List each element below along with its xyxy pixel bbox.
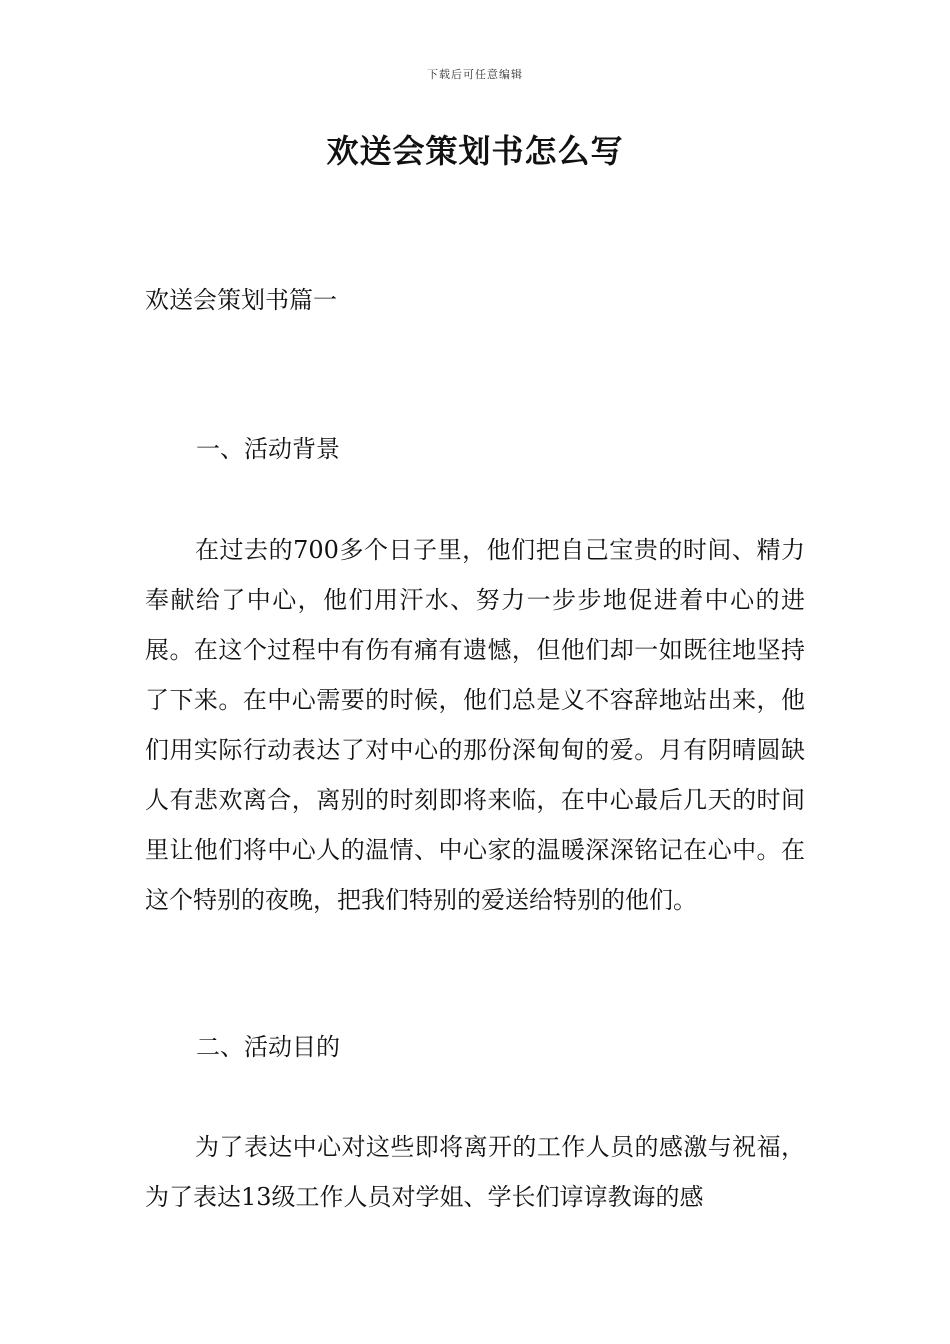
section-heading-background: 一、活动背景 <box>196 435 340 463</box>
document-title: 欢送会策划书怎么写 <box>326 132 624 170</box>
section-paragraph-purpose: 为了表达中心对这些即将离开的工作人员的感激与祝福，为了表达13级工作人员对学姐、学长们谆谆教诲的感 <box>145 1133 805 1211</box>
header-note: 下载后可任意编辑 <box>427 68 523 81</box>
section-paragraph-background: 在过去的700多个日子里，他们把自己宝贵的时间、精力奉献给了中心，他们用汗水、努力一步步地促进着中心的进展。在这个过程中有伤有痛有遗憾，但他们却一如既往地坚持了下来。在中心需要的时候，他们总是义不容辞地站出来，他们用实际行动表达了对中心的那份深甸甸的爱。月有阴晴圆缺人有悲欢离合，离别的时刻即将来临，在中心最后几天的时间里让他们将中心人的温情、中心家的温暖深深铭记在心中。在这个特别的夜晚，把我们特别的爱送给特别的他们。 <box>145 536 805 914</box>
document-subtitle: 欢送会策划书篇一 <box>145 286 337 314</box>
section-heading-purpose: 二、活动目的 <box>196 1033 340 1061</box>
